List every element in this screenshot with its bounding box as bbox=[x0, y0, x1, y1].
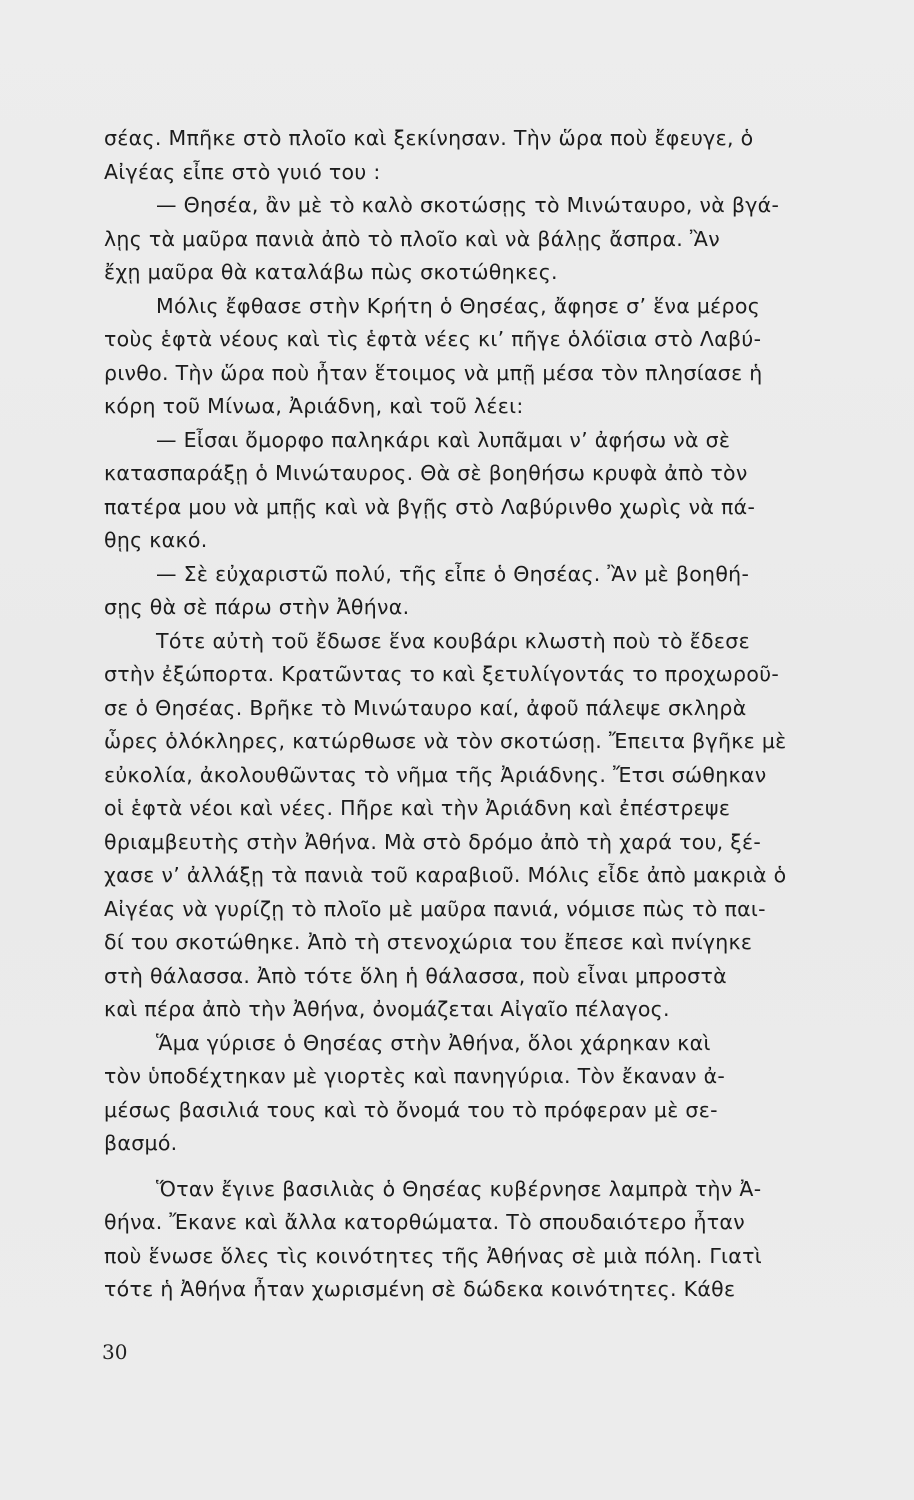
text-line: ρινθο. Τὴν ὥρα ποὺ ἦταν ἕτοιμος νὰ μπῇ μέσα τὸν πλησίασε ἡ bbox=[104, 360, 763, 385]
text-line: στὴ θάλασσα. Ἀπὸ τότε ὅλη ἡ θάλασσα, ποὺ εἶναι μπροστὰ bbox=[104, 963, 727, 988]
text-line: σῃς θὰ σὲ πάρω στὴν Ἀθήνα. bbox=[104, 595, 410, 619]
text-line: — Σὲ εὐχαριστῶ πολύ, τῆς εἶπε ὁ Θησέας. Ἂν μὲ βοηθή- bbox=[156, 561, 750, 586]
text-line: λῃς τὰ μαῦρα πανιὰ ἀπὸ τὸ πλοῖο καὶ νὰ βάλῃς ἄσπρα. Ἂν bbox=[104, 226, 720, 251]
text-line: κόρη τοῦ Μίνωα, Ἀριάδνη, καὶ τοῦ λέει: bbox=[104, 394, 524, 418]
text-line: Αἰγέας νὰ γυρίζῃ τὸ πλοῖο μὲ μαῦρα πανιά, νόμισε πὼς τὸ παι- bbox=[104, 896, 766, 921]
text-line: εὐκολία, ἀκολουθῶντας τὸ νῆμα τῆς Ἀριάδνης. Ἔτσι σώθηκαν bbox=[104, 762, 767, 787]
text-line: πατέρα μου νὰ μπῇς καὶ νὰ βγῇς στὸ Λαβύρινθο χωρὶς νὰ πά- bbox=[104, 494, 756, 519]
text-line: οἱ ἑφτὰ νέοι καὶ νέες. Πῆρε καὶ τὴν Ἀριάδνη καὶ ἐπέστρεψε bbox=[104, 796, 731, 820]
text-line: δί του σκοτώθηκε. Ἀπὸ τὴ στενοχώρια του ἔπεσε καὶ πνίγηκε bbox=[104, 930, 753, 954]
text-line: ἔχῃ μαῦρα θὰ καταλάβω πὼς σκοτώθηκες. bbox=[104, 260, 558, 284]
text-line: τοὺς ἑφτὰ νέους καὶ τὶς ἑφτὰ νέες κι’ πῆγε ὁλόϊσια στὸ Λαβύ- bbox=[104, 327, 762, 351]
text-line: θήνα. Ἔκανε καὶ ἄλλα κατορθώματα. Τὸ σπουδαιότερο ἦταν bbox=[104, 1210, 745, 1234]
text-line: ποὺ ἕνωσε ὅλες τὶς κοινότητες τῆς Ἀθήνας σὲ μιὰ πόλη. Γιατὶ bbox=[104, 1243, 762, 1268]
text-line: σε ὁ Θησέας. Βρῆκε τὸ Μινώταυρο καί, ἀφοῦ πάλεψε σκληρὰ bbox=[104, 695, 747, 720]
text-line: Αἰγέας εἶπε στὸ γυιό του : bbox=[104, 159, 381, 184]
text-line: Ἅμα γύρισε ὁ Θησέας στὴν Ἀθήνα, ὅλοι χάρηκαν καὶ bbox=[156, 1030, 711, 1055]
paragraph-gap bbox=[104, 1161, 892, 1173]
page-text bbox=[104, 122, 892, 1307]
text-line: τότε ἡ Ἀθήνα ἦταν χωρισμένη σὲ δώδεκα κοινότητες. Κάθε bbox=[104, 1277, 736, 1301]
text-line: ὧρες ὁλόκληρες, κατώρθωσε νὰ τὸν σκοτώσῃ. Ἔπειτα βγῆκε μὲ bbox=[104, 729, 787, 753]
text-line: θῃς κακό. bbox=[104, 528, 208, 552]
text-line: — Εἶσαι ὄμορφο παληκάρι καὶ λυπᾶμαι ν’ ἀφήσω νὰ σὲ bbox=[156, 427, 731, 452]
text-line: χασε ν’ ἀλλάξῃ τὰ πανιὰ τοῦ καραβιοῦ. Μόλις εἶδε ἀπὸ μακριὰ ὁ bbox=[104, 863, 787, 887]
text-line: Ὅταν ἔγινε βασιλιὰς ὁ Θησέας κυβέρνησε λαμπρὰ τὴν Ἀ- bbox=[156, 1176, 762, 1201]
text-line: θριαμβευτὴς στὴν Ἀθήνα. Μὰ στὸ δρόμο ἀπὸ τὴ χαρά του, ξέ- bbox=[104, 829, 762, 854]
text-line: Μόλις ἔφθασε στὴν Κρήτη ὁ Θησέας, ἄφησε σ’ ἕνα μέρος bbox=[156, 293, 761, 318]
text-line: τὸν ὑποδέχτηκαν μὲ γιορτὲς καὶ πανηγύρια. Τὸν ἔκαναν ἀ- bbox=[104, 1064, 726, 1088]
text-line: καὶ πέρα ἀπὸ τὴν Ἀθήνα, ὀνομάζεται Αἰγαῖο πέλαγος. bbox=[104, 997, 670, 1021]
text-line: Τότε αὐτὴ τοῦ ἔδωσε ἕνα κουβάρι κλωστὴ ποὺ τὸ ἔδεσε bbox=[156, 628, 750, 653]
text-line: σέας. Μπῆκε στὸ πλοῖο καὶ ξεκίνησαν. Τὴν ὥρα ποὺ ἔφευγε, ὁ bbox=[104, 126, 754, 150]
text-line: μέσως βασιλιά τους καὶ τὸ ὄνομά του τὸ πρόφεραν μὲ σε- bbox=[104, 1097, 718, 1122]
text-line: στὴν ἐξώπορτα. Κρατῶντας το καὶ ξετυλίγοντάς το προχωροῦ- bbox=[104, 662, 780, 686]
text-line: κατασπαράξῃ ὁ Μινώταυρος. Θὰ σὲ βοηθήσω κρυφὰ ἀπὸ τὸν bbox=[104, 461, 748, 485]
text-line: — Θησέα, ἂν μὲ τὸ καλὸ σκοτώσῃς τὸ Μινώταυρο, νὰ βγά- bbox=[156, 193, 780, 217]
text-line: βασμό. bbox=[104, 1131, 178, 1155]
page-number: 30 bbox=[102, 1340, 128, 1364]
